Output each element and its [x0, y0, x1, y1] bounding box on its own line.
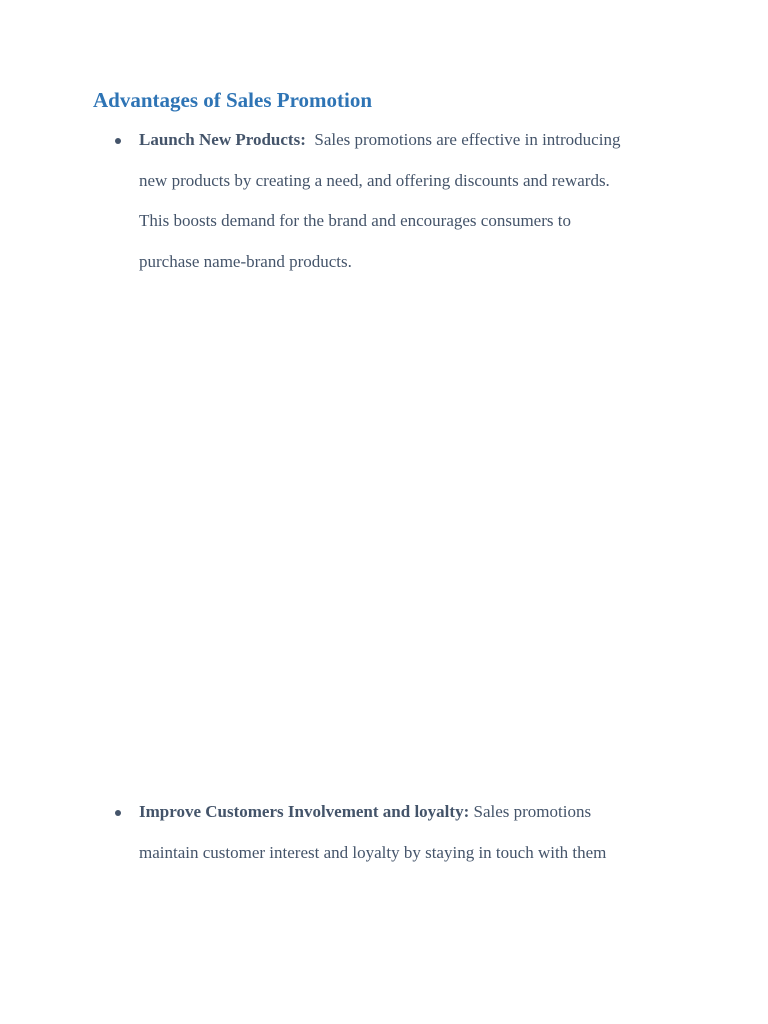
bullet-icon — [115, 138, 121, 144]
bullet-body: Sales promotions are effective in introducing — [314, 130, 621, 149]
bullet-lead: Launch New Products: — [139, 130, 306, 149]
text-line: maintain customer interest and loyalty by staying in touch with them — [139, 842, 607, 862]
bullet-text — [139, 792, 699, 873]
text-line — [139, 120, 699, 161]
text-line: This boosts demand for the brand and encourages consumers to — [139, 211, 571, 230]
page-heading: Advantages of Sales Promotion — [93, 88, 373, 112]
text-line — [139, 792, 699, 833]
bullet-text — [139, 120, 699, 282]
bullet-lead: Improve Customers Involvement and loyalty: — [139, 802, 470, 821]
bullet-body: Sales promotions — [473, 802, 592, 821]
text-line: purchase name-brand products. — [139, 251, 352, 271]
bullet-icon — [115, 810, 121, 816]
text-line: new products by creating a need, and offering discounts and rewards. — [139, 170, 610, 190]
